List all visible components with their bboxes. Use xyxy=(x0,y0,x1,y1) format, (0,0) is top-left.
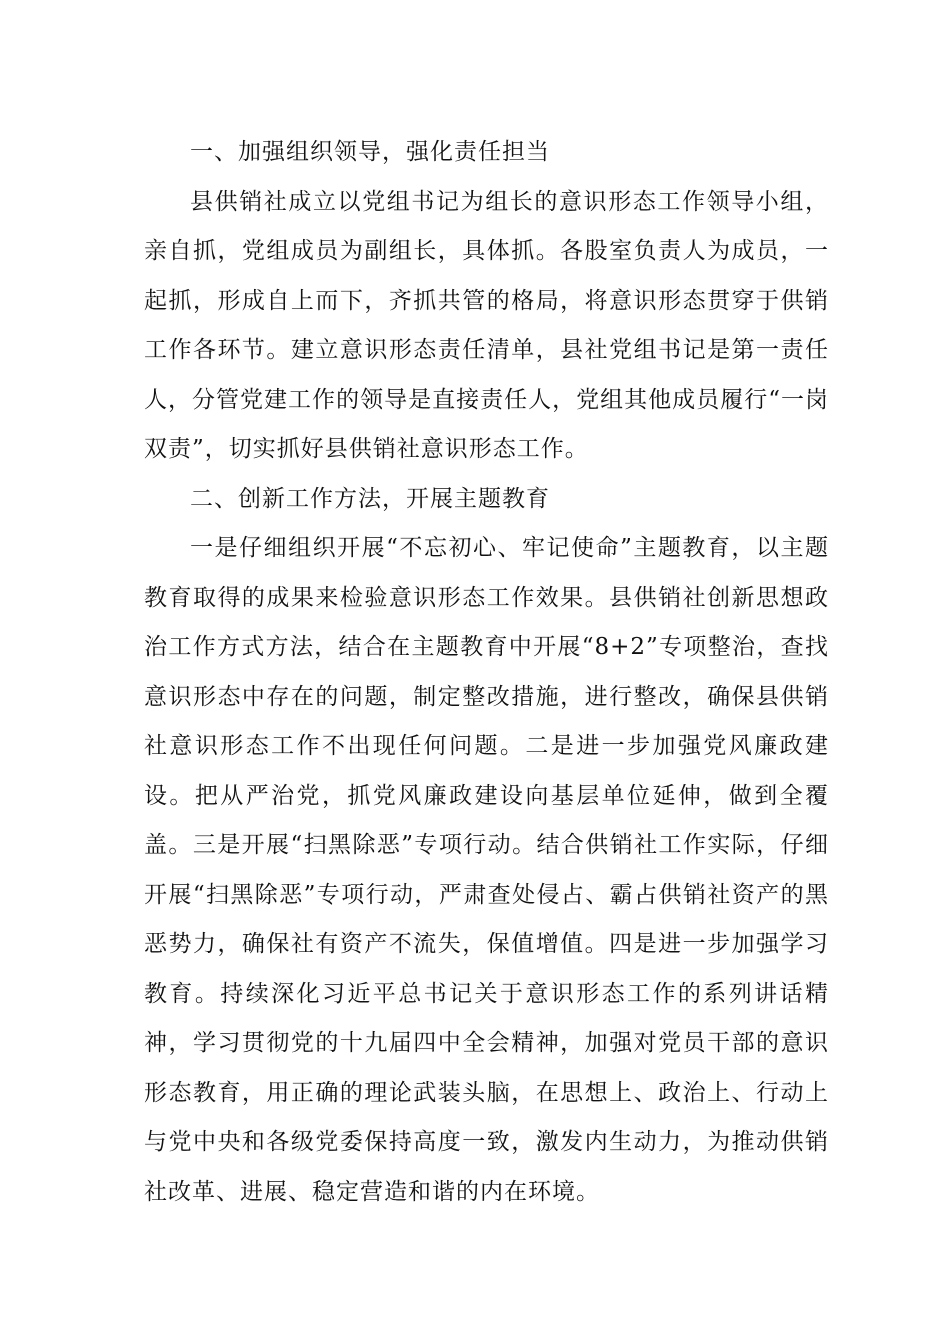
section-1-heading: 一、加强组织领导，强化责任担当 xyxy=(190,139,550,165)
section-2-heading: 二、创新工作方法，开展主题教育 xyxy=(190,485,550,512)
section-2-paragraph: 一是仔细组织开展“不忘初心、牢记使命”主题教育，以主题教育取得的成果来检验意识形态工作效果。县供销社创新思想政治工作方式方法，结合在主题教育中开展“8+2”专项整治，查找意识形态中存在的问题，制定整改措施，进行整改，确保县供销社意识形态工作不出现任何问题。二是进一步加强党风廉政建设。把从严治党，抓党风廉政建设向基层单位延伸，做到全覆盖。三是开展“扫黑除恶”专项行动。结合供销社工作实际，仔细开展“扫黑除恶”专项行动，严肃查处侵占、霸占供销社资产的黑恶势力，确保社有资产不流失，保值增值。四是进一步加强学习教育。持续深化习近平总书记关于意识形态工作的系列讲话精神，学习贯彻党的十九届四中全会精神，加强对党员干部的意识形态教育，用正确的理论武装头脑，在思想上、政治上、行动上与党中央和各级党委保持高度一致，激发内生动力，为推动供销社改革、进展、稳定营造和谐的内在环境。 xyxy=(144,535,829,1205)
section-1-paragraph: 县供销社成立以党组书记为组长的意识形态工作领导小组，亲自抓，党组成员为副组长，具体抓。各股室负责人为成员，一起抓，形成自上而下，齐抓共管的格局，将意识形态贯穿于供销工作各环节。建立意识形态责任清单，县社党组书记是第一责任人，分管党建工作的领导是直接责任人，党组其他成员履行“一岗双责”，切实抓好县供销社意识形态工作。 xyxy=(144,188,829,462)
document-body xyxy=(144,128,829,1217)
